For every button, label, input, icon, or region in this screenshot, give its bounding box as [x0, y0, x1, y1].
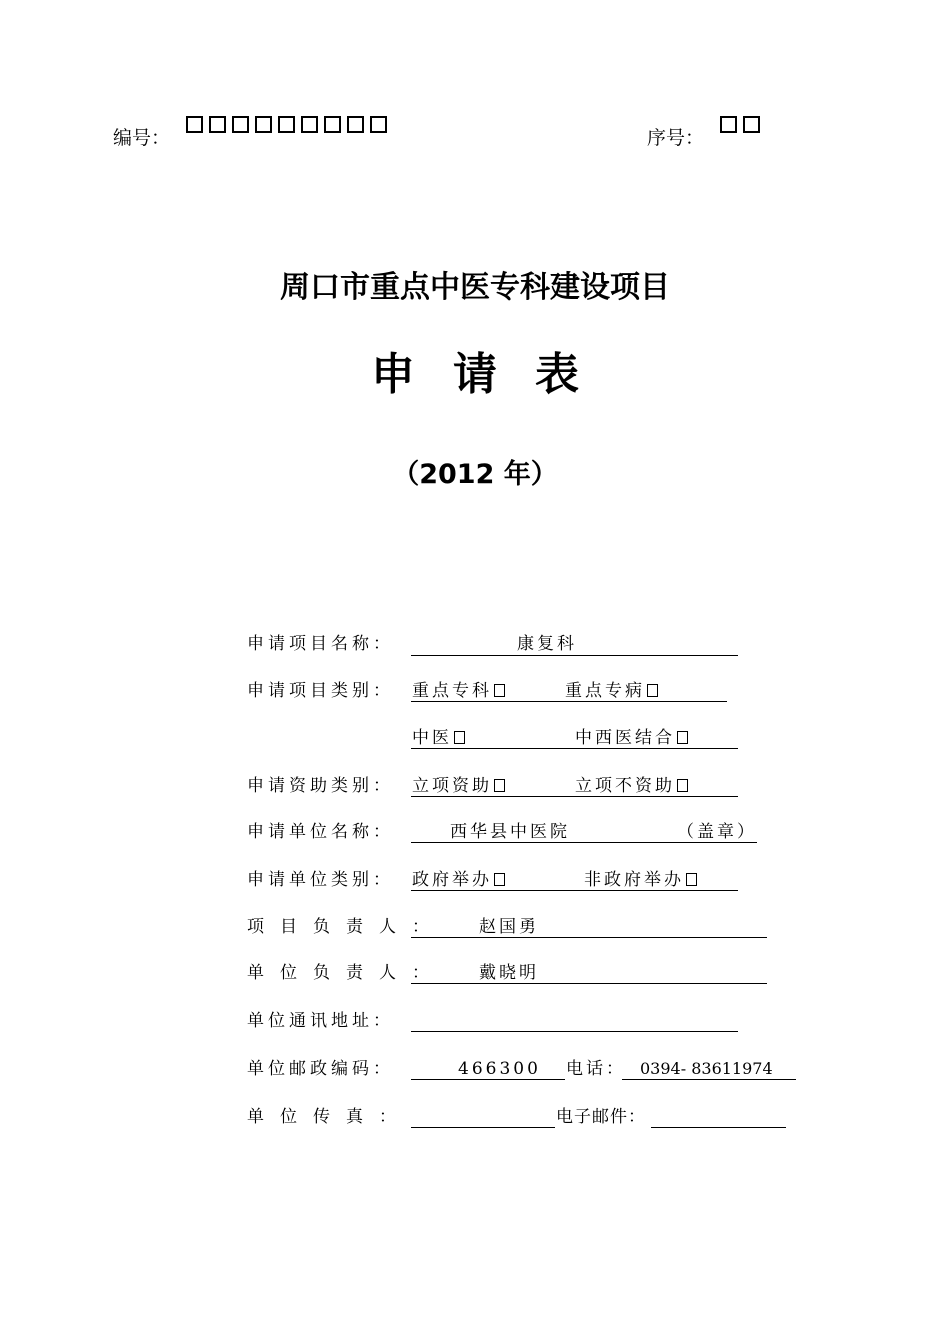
option-not-funded[interactable]	[575, 775, 688, 797]
checkbox-icon[interactable]	[454, 731, 465, 744]
unit-name-label: 申请单位名称：	[247, 822, 394, 842]
digit-box[interactable]	[255, 116, 272, 133]
sequence-number-boxes[interactable]	[720, 116, 760, 133]
project-name-field[interactable]	[411, 655, 738, 656]
option-non-government-run[interactable]	[584, 869, 697, 891]
serial-number-boxes[interactable]	[186, 116, 387, 133]
digit-box[interactable]	[186, 116, 203, 133]
phone-field[interactable]	[622, 1079, 796, 1080]
fax-field[interactable]	[411, 1127, 555, 1128]
checkbox-icon[interactable]	[686, 873, 697, 886]
option-key-specialty[interactable]	[412, 680, 505, 702]
funding-type-underline	[411, 796, 738, 797]
digit-box[interactable]	[743, 116, 760, 133]
option-label: 政府举办	[412, 870, 492, 890]
option-label: 重点专病	[565, 681, 645, 701]
unit-name-field[interactable]	[411, 842, 757, 843]
address-field[interactable]	[411, 1031, 738, 1032]
checkbox-icon[interactable]	[494, 779, 505, 792]
option-government-run[interactable]	[412, 869, 505, 891]
checkbox-icon[interactable]	[494, 684, 505, 697]
option-label: 重点专科	[412, 681, 492, 701]
project-type-underline-2	[411, 748, 738, 749]
document-subtitle: 申请表	[371, 349, 617, 400]
digit-box[interactable]	[324, 116, 341, 133]
option-label: 非政府举办	[584, 870, 684, 890]
postcode-field[interactable]	[411, 1079, 565, 1080]
project-leader-value: 赵国勇	[479, 917, 539, 937]
email-field[interactable]	[651, 1127, 786, 1128]
document-title: 周口市重点中医专科建设项目	[280, 270, 670, 305]
project-name-value: 康复科	[517, 634, 577, 654]
digit-box[interactable]	[301, 116, 318, 133]
digit-box[interactable]	[232, 116, 249, 133]
funding-type-label: 申请资助类别：	[247, 776, 394, 796]
checkbox-icon[interactable]	[494, 873, 505, 886]
project-type-label: 申请项目类别：	[247, 681, 394, 701]
serial-number-label: 编号：	[113, 127, 171, 149]
project-type-underline	[411, 701, 727, 702]
sequence-number-label: 序号：	[647, 127, 705, 149]
digit-box[interactable]	[209, 116, 226, 133]
digit-box[interactable]	[347, 116, 364, 133]
seal-note: （盖章）	[677, 822, 757, 842]
phone-value: 0394- 83611974	[640, 1059, 773, 1078]
option-tcm[interactable]	[412, 727, 465, 749]
option-label: 中医	[412, 728, 452, 748]
email-label: 电子邮件：	[556, 1107, 646, 1127]
document-year: （2012 年）	[392, 459, 558, 490]
digit-box[interactable]	[720, 116, 737, 133]
postcode-value: 466300	[458, 1059, 541, 1079]
checkbox-icon[interactable]	[677, 779, 688, 792]
digit-box[interactable]	[278, 116, 295, 133]
unit-type-label: 申请单位类别：	[247, 870, 394, 890]
postcode-label: 单位邮政编码：	[247, 1059, 394, 1079]
address-label: 单位通讯地址：	[247, 1011, 394, 1031]
option-label: 立项资助	[412, 776, 492, 796]
unit-leader-label: 单位负责人：	[247, 963, 445, 983]
unit-leader-field[interactable]	[411, 983, 767, 984]
option-key-disease[interactable]	[565, 680, 658, 702]
option-funded[interactable]	[412, 775, 505, 797]
project-leader-field[interactable]	[411, 937, 767, 938]
project-leader-label: 项目负责人：	[247, 917, 445, 937]
unit-type-underline	[411, 890, 738, 891]
checkbox-icon[interactable]	[647, 684, 658, 697]
option-label: 立项不资助	[575, 776, 675, 796]
project-name-label: 申请项目名称：	[247, 634, 394, 654]
unit-leader-value: 戴晓明	[479, 963, 539, 983]
digit-box[interactable]	[370, 116, 387, 133]
option-integrated[interactable]	[575, 727, 688, 749]
unit-name-value: 西华县中医院	[450, 822, 570, 842]
fax-label: 单位传真：	[247, 1107, 412, 1127]
checkbox-icon[interactable]	[677, 731, 688, 744]
option-label: 中西医结合	[575, 728, 675, 748]
phone-label: 电话：	[566, 1059, 626, 1079]
